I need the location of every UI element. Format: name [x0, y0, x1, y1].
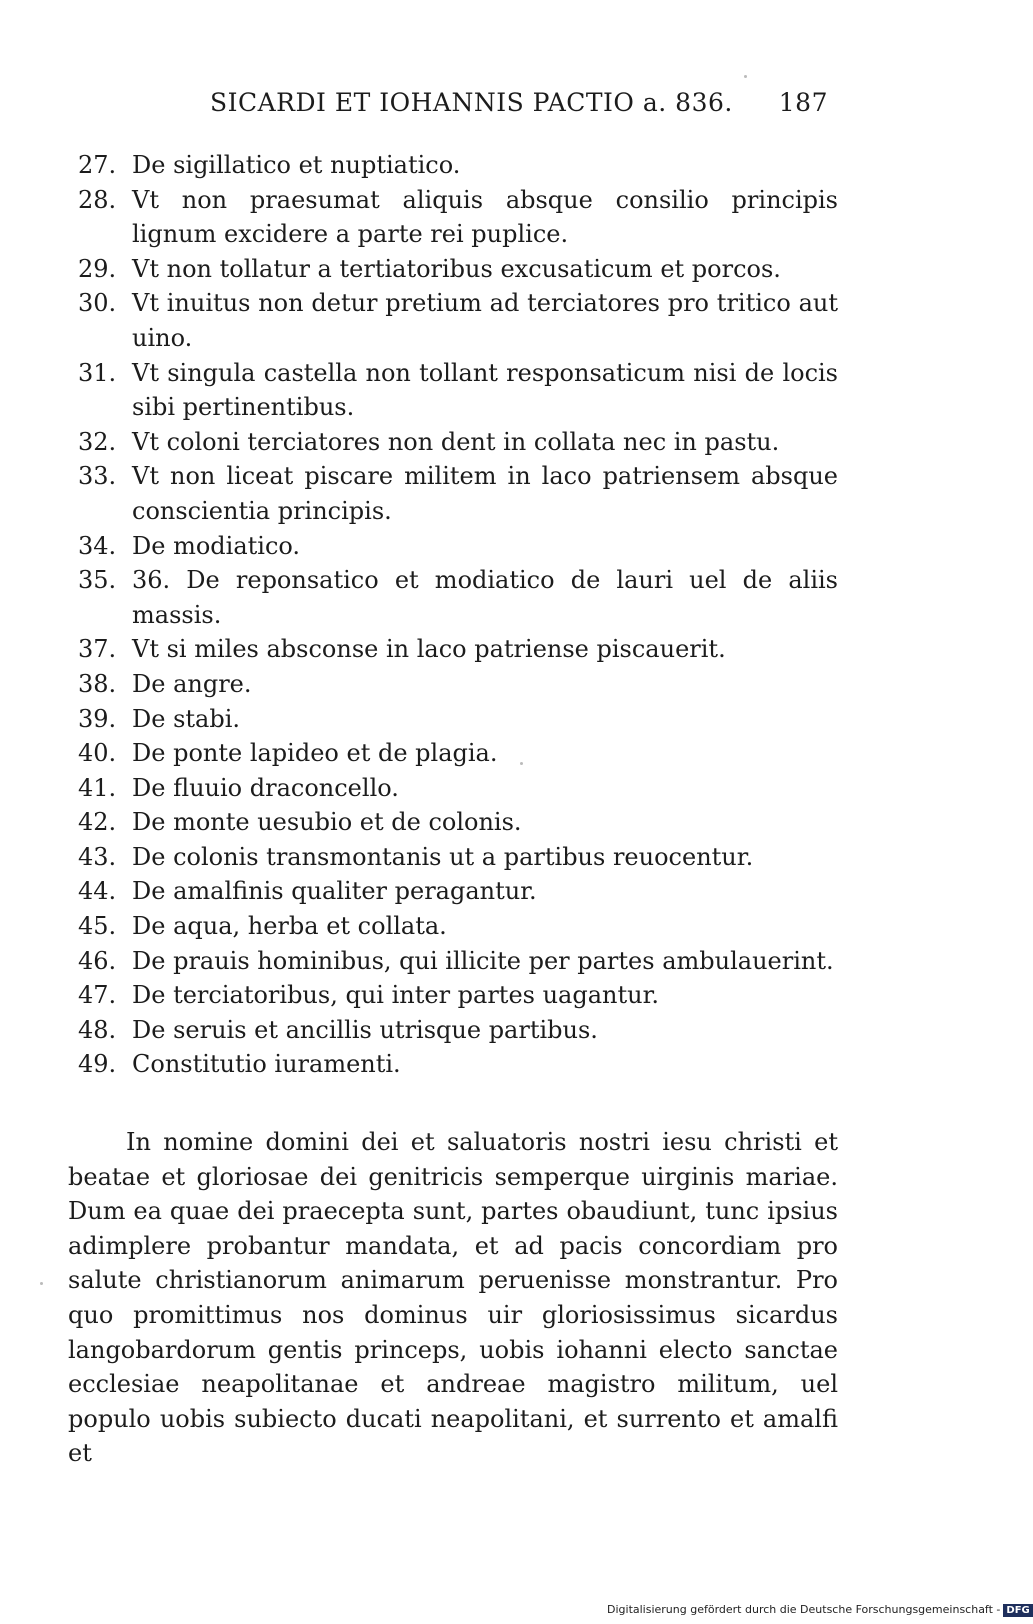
list-item — [68, 425, 838, 460]
item-text: De fluuio draconcello. — [132, 773, 399, 802]
item-number: 42. — [78, 808, 117, 837]
dfg-logo: DFG — [1003, 1604, 1032, 1617]
item-text: De colonis transmontanis ut a partibus reuocentur. — [132, 842, 754, 871]
item-text: De terciatoribus, qui inter partes uagantur. — [132, 981, 660, 1010]
list-item — [68, 252, 838, 287]
item-text: Vt coloni terciatores non dent in collata nec in pastu. — [132, 427, 780, 456]
list-item — [68, 702, 838, 737]
item-text: De stabi. — [132, 704, 241, 733]
list-item — [68, 459, 838, 528]
item-text: De ponte lapideo et de plagia. — [132, 739, 498, 768]
scan-speck — [520, 762, 523, 765]
running-title: SICARDI ET IOHANNIS PACTIO a. 836. — [210, 88, 733, 117]
page-number: 187 — [778, 88, 828, 117]
list-item — [68, 286, 838, 355]
list-item — [68, 356, 838, 425]
item-text: Vt non tollatur a tertiatoribus excusaticum et porcos. — [132, 254, 781, 283]
item-number: 47. — [78, 981, 117, 1010]
item-number: 40. — [78, 739, 117, 768]
list-item — [68, 1047, 838, 1082]
item-text: De angre. — [132, 669, 252, 698]
item-number: 34. — [78, 531, 117, 560]
list-item — [68, 563, 838, 632]
item-text: De prauis hominibus, qui illicite per partes ambulauerint. — [132, 946, 834, 975]
item-number: 29. — [78, 254, 117, 283]
list-item — [68, 874, 838, 909]
item-text: De amalfinis qualiter peragantur. — [132, 877, 537, 906]
item-text: Vt si miles absconse in laco patriense piscauerit. — [132, 635, 726, 664]
scan-speck — [744, 75, 747, 78]
item-number: 48. — [78, 1015, 117, 1044]
item-text: Constitutio iuramenti. — [132, 1050, 401, 1079]
running-header — [210, 88, 828, 128]
item-number: 38. — [78, 669, 117, 698]
item-number: 32. — [78, 427, 117, 456]
list-item — [68, 840, 838, 875]
item-text: Vt singula castella non tollant responsaticum nisi de locis sibi pertinentibus. — [132, 358, 838, 422]
list-item — [68, 632, 838, 667]
item-text: De aqua, herba et collata. — [132, 912, 447, 941]
item-number: 27. — [78, 151, 117, 179]
item-number: 43. — [78, 842, 117, 871]
list-item — [68, 667, 838, 702]
item-text: De modiatico. — [132, 531, 301, 560]
item-text: Vt non liceat piscare militem in laco patriensem absque conscientia principis. — [132, 462, 838, 525]
item-number: 35. — [78, 566, 117, 595]
item-number: 28. — [78, 185, 117, 214]
item-text: De sigillatico et nuptiatico. — [132, 151, 461, 179]
scan-speck — [40, 1282, 43, 1285]
item-number: 46. — [78, 946, 117, 975]
item-number: 41. — [78, 773, 117, 802]
item-number: 44. — [78, 877, 117, 906]
item-text: De monte uesubio et de colonis. — [132, 808, 522, 837]
item-number: 33. — [78, 462, 117, 491]
list-item — [68, 805, 838, 840]
list-item — [68, 944, 838, 979]
list-item — [68, 529, 838, 564]
item-text: Vt non praesumat aliquis absque consilio principis lignum excidere a parte rei puplice. — [132, 185, 838, 249]
list-item — [68, 736, 838, 771]
list-item — [68, 909, 838, 944]
item-text: Vt inuitus non detur pretium ad terciatores pro tritico aut uino. — [132, 289, 838, 352]
item-number: 30. — [78, 289, 117, 318]
item-text: De seruis et ancillis utrisque partibus. — [132, 1015, 598, 1044]
item-number: 49. — [78, 1050, 117, 1079]
item-number: 45. — [78, 912, 117, 941]
item-number: 37. — [78, 635, 117, 664]
list-item — [68, 1013, 838, 1048]
item-text: 36. De reponsatico et modiatico de lauri uel de aliis massis. — [132, 566, 838, 629]
list-item — [68, 978, 838, 1013]
body-paragraph: In nomine domini dei et saluatoris nostri iesu christi et beatae et gloriosae dei genitricis semperque uirginis mariae. Dum ea quae dei praecepta sunt, partes obaudiunt, tunc ipsius adimplere probantur mandata, et ad pacis concordiam pro salute christianorum animarum peruenisse monstrantur. Pro quo promittimus nos dominus uir gloriosissimus sicardus langobardorum gentis princeps, uobis iohanni electo sanctae ecclesiae neapolitanae et andreae magistro militum, uel populo uobis subiecto ducati neapolitani, et surrento et amalfi et — [68, 1128, 838, 1468]
digitization-footer — [607, 1603, 1033, 1617]
list-item — [68, 771, 838, 806]
list-item — [68, 148, 838, 183]
footer-text: Digitalisierung gefördert durch die Deutsche Forschungsgemeinschaft - — [607, 1603, 1001, 1616]
item-number: 39. — [78, 704, 117, 733]
chapter-list — [68, 148, 838, 1082]
item-number: 31. — [78, 358, 117, 387]
list-item — [68, 183, 838, 252]
